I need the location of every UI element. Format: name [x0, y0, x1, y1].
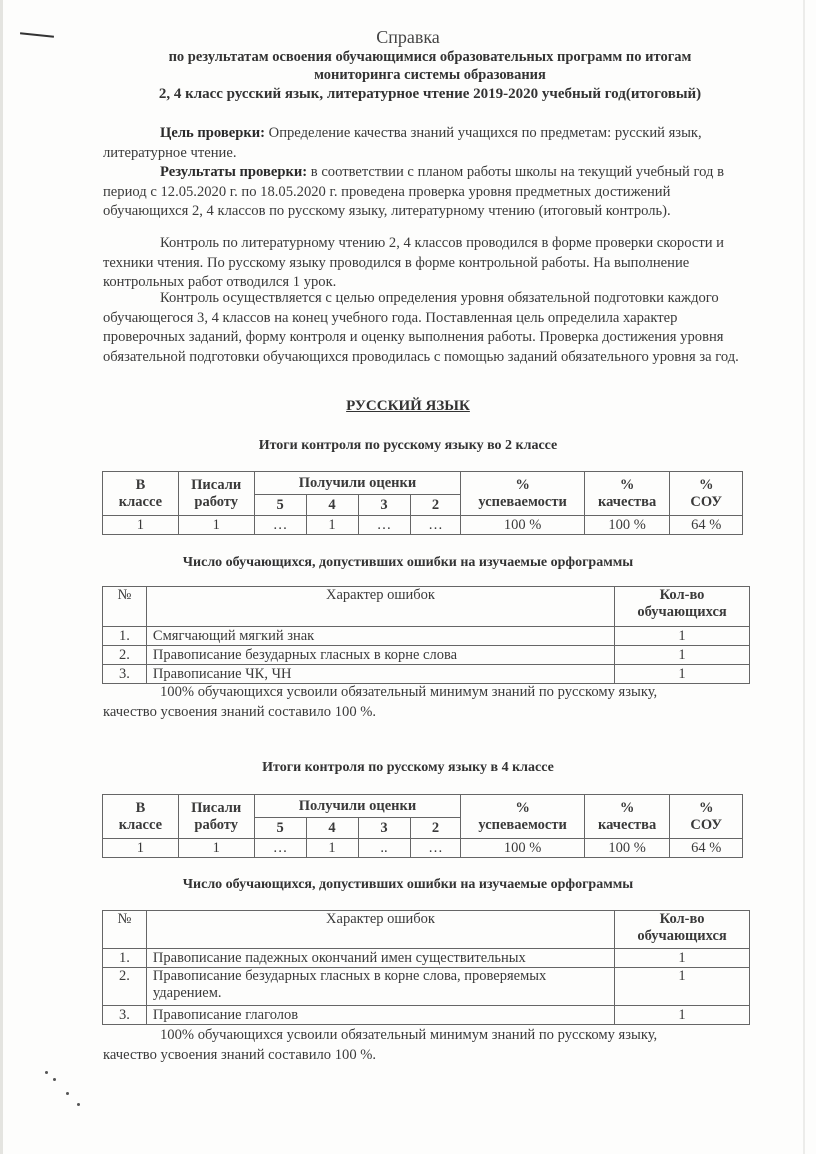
- header-grade-4: 4: [306, 495, 358, 516]
- grade2-conclusion: 100% обучающихся усвоили обязательный минимум знаний по русскому языку, качество усвоения знаний составило 100 %.: [103, 684, 658, 720]
- header-sou-pct: % СОУ: [670, 472, 743, 516]
- header-quality-pct: % качества: [584, 472, 670, 516]
- cell-number: 3.: [103, 665, 147, 684]
- header-wrote: Писали работу: [178, 472, 254, 516]
- cell-grade-3: …: [358, 516, 410, 535]
- cell-error-kind: Правописание безударных гласных в корне слова: [146, 646, 614, 665]
- cell-student-count: 1: [615, 949, 750, 968]
- header-number: №: [103, 587, 147, 627]
- table-row: [103, 646, 750, 665]
- results-text: в соответствии с планом работы школы на текущий учебный год в период с 12.05.2020 г. по 18.05.2020 г. проведена проверка уровня предметных достижений обучающихся 2, 4 классов по русскому языку, литературному чтению (итоговый контроль).: [103, 164, 724, 219]
- section-title-russian: РУССКИЙ ЯЗЫК: [346, 398, 470, 414]
- table-row: [103, 516, 743, 535]
- cell-sou-pct: 64 %: [670, 516, 743, 535]
- header-number: №: [103, 911, 147, 949]
- grade2-results-table: [102, 471, 743, 535]
- cell-student-count: 1: [615, 627, 750, 646]
- scan-speck: [77, 1103, 80, 1106]
- goal-paragraph: [103, 124, 743, 163]
- cell-number: 2.: [103, 646, 147, 665]
- results-label: Результаты проверки:: [160, 164, 308, 180]
- header-grade-4: 4: [306, 818, 358, 839]
- scan-speck: [45, 1071, 48, 1074]
- cell-progress-pct: 100 %: [461, 839, 584, 858]
- header-grade-5: 5: [254, 818, 306, 839]
- purpose-paragraph: [103, 289, 743, 367]
- header-grade-5: 5: [254, 495, 306, 516]
- header-in-class: В классе: [103, 795, 179, 839]
- cell-grade-2: …: [410, 839, 461, 858]
- cell-grade-2: …: [410, 516, 461, 535]
- cell-number: 3.: [103, 1006, 147, 1025]
- goal-label: Цель проверки:: [160, 125, 265, 141]
- header-error-kind: Характер ошибок: [146, 587, 614, 627]
- cell-grade-5: …: [254, 839, 306, 858]
- grade2-errors-table: [102, 586, 750, 684]
- cell-student-count: 1: [615, 646, 750, 665]
- purpose-text: Контроль осуществляется с целью определения уровня обязательной подготовки каждого обучающегося 3, 4 классов на конец учебного года. Поставленная цель определила характер проверочных заданий, форму контроля и оценку выполнения работы. Проверка достижения уровня обязательной подготовки обучающихся проводилась с помощью заданий обязательного уровня за год.: [103, 290, 739, 365]
- cell-in-class: 1: [103, 839, 179, 858]
- header-progress-pct: % успеваемости: [461, 472, 584, 516]
- scan-edge-left: [0, 0, 3, 1154]
- scan-speck: [66, 1092, 69, 1095]
- grade4-conclusion: 100% обучающихся усвоили обязательный минимум знаний по русскому языку, качество усвоения знаний составило 100 %.: [103, 1027, 658, 1063]
- cell-error-kind: Правописание падежных окончаний имен существительных: [146, 949, 614, 968]
- cell-error-kind: Правописание ЧК, ЧН: [146, 665, 614, 684]
- grade4-results-caption: Итоги контроля по русскому языку в 4 классе: [262, 760, 554, 775]
- cell-in-class: 1: [103, 516, 179, 535]
- document-title: Справка: [376, 27, 440, 47]
- cell-wrote: 1: [178, 839, 254, 858]
- cell-wrote: 1: [178, 516, 254, 535]
- header-grade-3: 3: [358, 818, 410, 839]
- grade2-results-caption: Итоги контроля по русскому языку во 2 классе: [258, 438, 558, 453]
- header-quality-pct: % качества: [584, 795, 670, 839]
- header-grades-received: Получили оценки: [254, 472, 461, 495]
- cell-student-count: 1: [615, 665, 750, 684]
- table-row: [103, 665, 750, 684]
- grade4-results-table: [102, 794, 743, 858]
- cell-grade-5: …: [254, 516, 306, 535]
- cell-number: 2.: [103, 968, 147, 1006]
- header-student-count: Кол-во обучающихся: [615, 587, 750, 627]
- cell-progress-pct: 100 %: [461, 516, 584, 535]
- grade4-errors-caption: Число обучающихся, допустивших ошибки на изучаемые орфограммы: [182, 877, 634, 892]
- cell-sou-pct: 64 %: [670, 839, 743, 858]
- table-row: [103, 968, 750, 1006]
- cell-error-kind: Смягчающий мягкий знак: [146, 627, 614, 646]
- cell-student-count: 1: [615, 1006, 750, 1025]
- header-error-kind: Характер ошибок: [146, 911, 614, 949]
- document-subtitle-line-2: мониторинга системы образования: [314, 67, 546, 83]
- header-in-class: В классе: [103, 472, 179, 516]
- header-grade-2: 2: [410, 818, 461, 839]
- header-sou-pct: % СОУ: [670, 795, 743, 839]
- header-grades-received: Получили оценки: [254, 795, 461, 818]
- header-progress-pct: % успеваемости: [461, 795, 584, 839]
- goal-text: Определение качества знаний учащихся по предметам: русский язык, литературное чтение.: [103, 125, 702, 161]
- table-row: [103, 627, 750, 646]
- header-grade-3: 3: [358, 495, 410, 516]
- header-wrote: Писали работу: [178, 795, 254, 839]
- table-row: [103, 1006, 750, 1025]
- header-student-count: Кол-во обучающихся: [615, 911, 750, 949]
- document-subtitle-line-3: 2, 4 класс русский язык, литературное чтение 2019-2020 учебный год(итоговый): [158, 86, 702, 102]
- control-paragraph: [103, 234, 743, 293]
- cell-error-kind: Правописание глаголов: [146, 1006, 614, 1025]
- cell-error-kind: Правописание безударных гласных в корне слова, проверяемых ударением.: [146, 968, 614, 1006]
- scan-speck: [53, 1078, 56, 1081]
- control-text: Контроль по литературному чтению 2, 4 классов проводился в форме проверки скорости и техники чтения. По русскому языку проводился в форме контрольной работы. На выполнение контрольных работ отводился 1 урок.: [103, 235, 724, 290]
- table-row: [103, 949, 750, 968]
- table-row: [103, 839, 743, 858]
- scan-edge-right: [803, 0, 805, 1154]
- results-paragraph: [103, 163, 743, 222]
- cell-grade-4: 1: [306, 516, 358, 535]
- grade2-errors-caption: Число обучающихся, допустивших ошибки на изучаемые орфограммы: [182, 555, 634, 570]
- cell-number: 1.: [103, 627, 147, 646]
- cell-grade-4: 1: [306, 839, 358, 858]
- header-grade-2: 2: [410, 495, 461, 516]
- cell-quality-pct: 100 %: [584, 839, 670, 858]
- document-subtitle-line-1: по результатам освоения обучающимися образовательных программ по итогам: [168, 49, 692, 65]
- grade4-errors-table: [102, 910, 750, 1025]
- cell-quality-pct: 100 %: [584, 516, 670, 535]
- cell-number: 1.: [103, 949, 147, 968]
- cell-student-count: 1: [615, 968, 750, 1006]
- cell-grade-3: ..: [358, 839, 410, 858]
